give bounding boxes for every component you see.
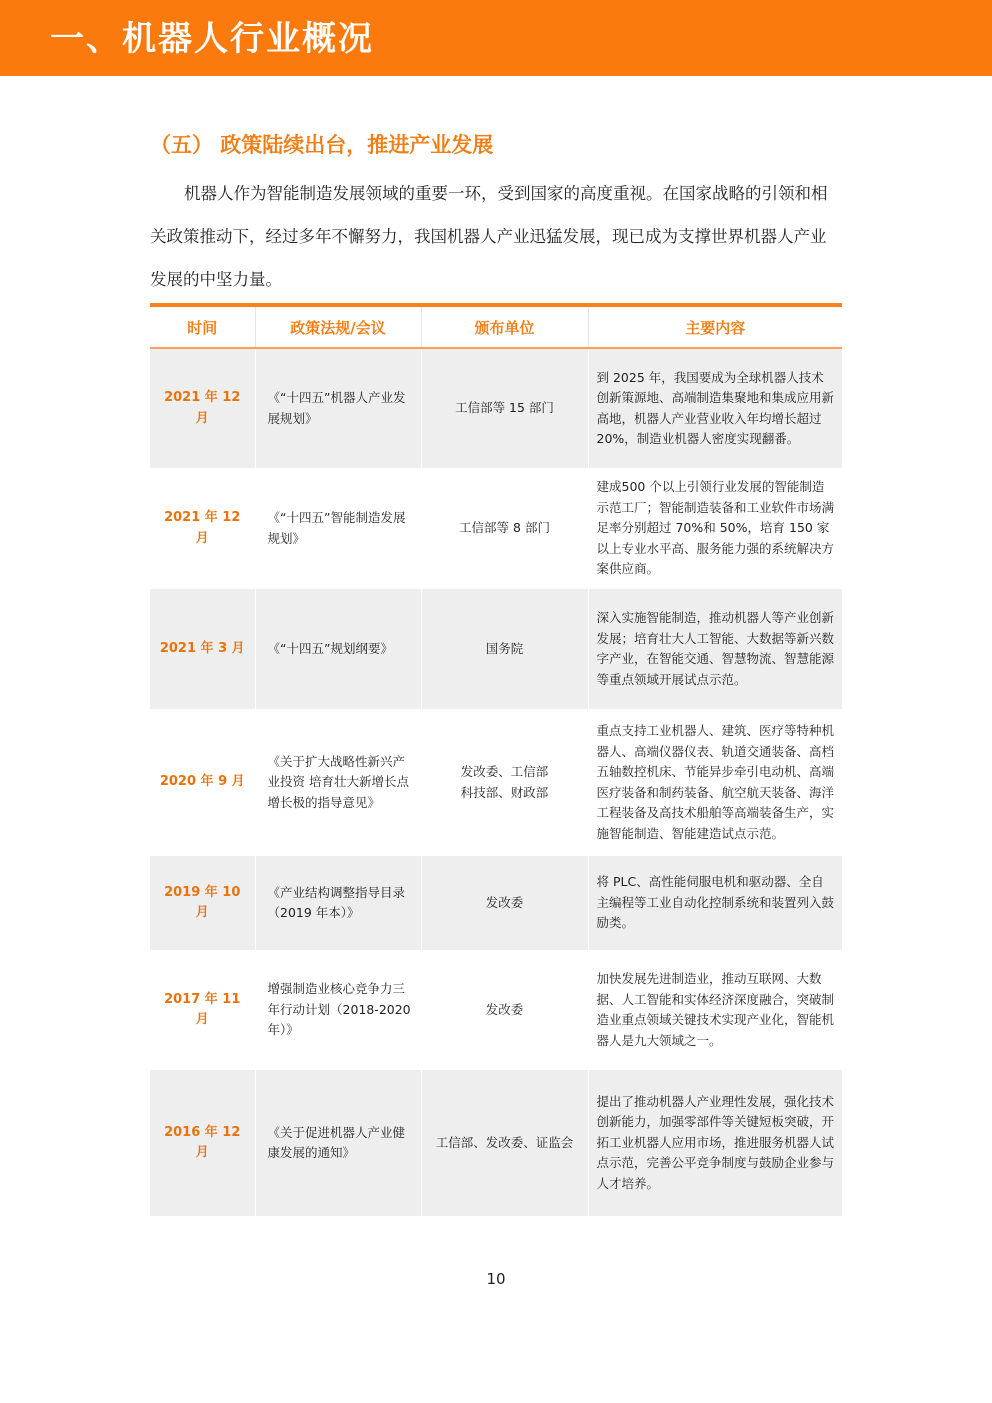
row-date: 2017 年 11 月 xyxy=(150,950,255,1070)
header-time: 时间 xyxy=(150,307,255,348)
row-content: 加快发展先进制造业，推动互联网、大数据、人工智能和实体经济深度融合，突破制造业重点领域关键技术实现产业化，智能机器人是九大领域之一。 xyxy=(588,950,842,1070)
row-issuer: 工信部等 8 部门 xyxy=(421,468,588,589)
row-date: 2020 年 9 月 xyxy=(150,709,255,856)
policy-table-container xyxy=(150,303,842,1216)
row-issuer: 国务院 xyxy=(421,589,588,709)
row-content: 到 2025 年，我国要成为全球机器人技术创新策源地、高端制造集聚地和集成应用新高地，机器人产业营业收入年均增长超过 20%，制造业机器人密度实现翻番。 xyxy=(588,348,842,468)
row-issuer: 工信部等 15 部门 xyxy=(421,348,588,468)
header-content: 主要内容 xyxy=(588,307,842,348)
row-content: 提出了推动机器人产业理性发展，强化技术创新能力，加强零部件等关键短板突破，开拓工业机器人应用市场，推进服务机器人试点示范，完善公平竞争制度与鼓励企业参与人才培养。 xyxy=(588,1070,842,1216)
row-content: 重点支持工业机器人、建筑、医疗等特种机器人、高端仪器仪表、轨道交通装备、高档五轴数控机床、节能异步牵引电动机、高端医疗装备和制药装备、航空航天装备、海洋工程装备及高技术船舶等高端装备生产，实施智能制造、智能建造试点示范。 xyxy=(588,709,842,856)
row-date: 2021 年 12 月 xyxy=(150,468,255,589)
header-issuer: 颁布单位 xyxy=(421,307,588,348)
table-header-row xyxy=(150,307,842,348)
row-issuer: 发改委 xyxy=(421,950,588,1070)
row-date: 2019 年 10 月 xyxy=(150,856,255,950)
row-content: 深入实施智能制造，推动机器人等产业创新发展；培育壮大人工智能、大数据等新兴数字产业，在智能交通、智慧物流、智慧能源等重点领域开展试点示范。 xyxy=(588,589,842,709)
row-policy: 《“十四五”规划纲要》 xyxy=(255,589,421,709)
chapter-banner xyxy=(0,0,992,76)
row-policy: 《关于促进机器人产业健康发展的通知》 xyxy=(255,1070,421,1216)
row-policy: 增强制造业核心竞争力三年行动计划（2018-2020 年）》 xyxy=(255,950,421,1070)
row-policy: 《“十四五”智能制造发展规划》 xyxy=(255,468,421,589)
intro-paragraph: 机器人作为智能制造发展领域的重要一环，受到国家的高度重视。在国家战略的引领和相关政策推动下，经过多年不懈努力，我国机器人产业迅猛发展，现已成为支撑世界机器人产业发展的中坚力量。 xyxy=(150,184,828,289)
row-date: 2021 年 3 月 xyxy=(150,589,255,709)
page-number: 10 xyxy=(486,1270,506,1288)
row-content: 将 PLC、高性能伺服电机和驱动器、全自主编程等工业自动化控制系统和装置列入鼓励类。 xyxy=(588,856,842,950)
table-row xyxy=(150,468,842,589)
table-row xyxy=(150,589,842,709)
header-policy: 政策法规/会议 xyxy=(255,307,421,348)
row-date: 2021 年 12 月 xyxy=(150,348,255,468)
table-row xyxy=(150,1070,842,1216)
row-issuer: 发改委 xyxy=(421,856,588,950)
table-row xyxy=(150,856,842,950)
row-policy: 《“十四五”机器人产业发展规划》 xyxy=(255,348,421,468)
row-issuer: 发改委、工信部 科技部、财政部 xyxy=(421,709,588,856)
row-content: 建成500 个以上引领行业发展的智能制造示范工厂；智能制造装备和工业软件市场满足率分别超过 70%和 50%，培育 150 家以上专业水平高、服务能力强的系统解决方案供应商。 xyxy=(588,468,842,589)
chapter-title: 一、机器人行业概况 xyxy=(50,19,374,59)
table-row xyxy=(150,709,842,856)
section-heading: （五） 政策陆续出台，推进产业发展 xyxy=(150,133,494,157)
policy-table xyxy=(150,307,842,1216)
row-date: 2016 年 12 月 xyxy=(150,1070,255,1216)
table-row xyxy=(150,950,842,1070)
row-issuer: 工信部、发改委、证监会 xyxy=(421,1070,588,1216)
row-policy: 《关于扩大战略性新兴产业投资 培育壮大新增长点增长极的指导意见》 xyxy=(255,709,421,856)
table-row xyxy=(150,348,842,468)
row-policy: 《产业结构调整指导目录（2019 年本）》 xyxy=(255,856,421,950)
